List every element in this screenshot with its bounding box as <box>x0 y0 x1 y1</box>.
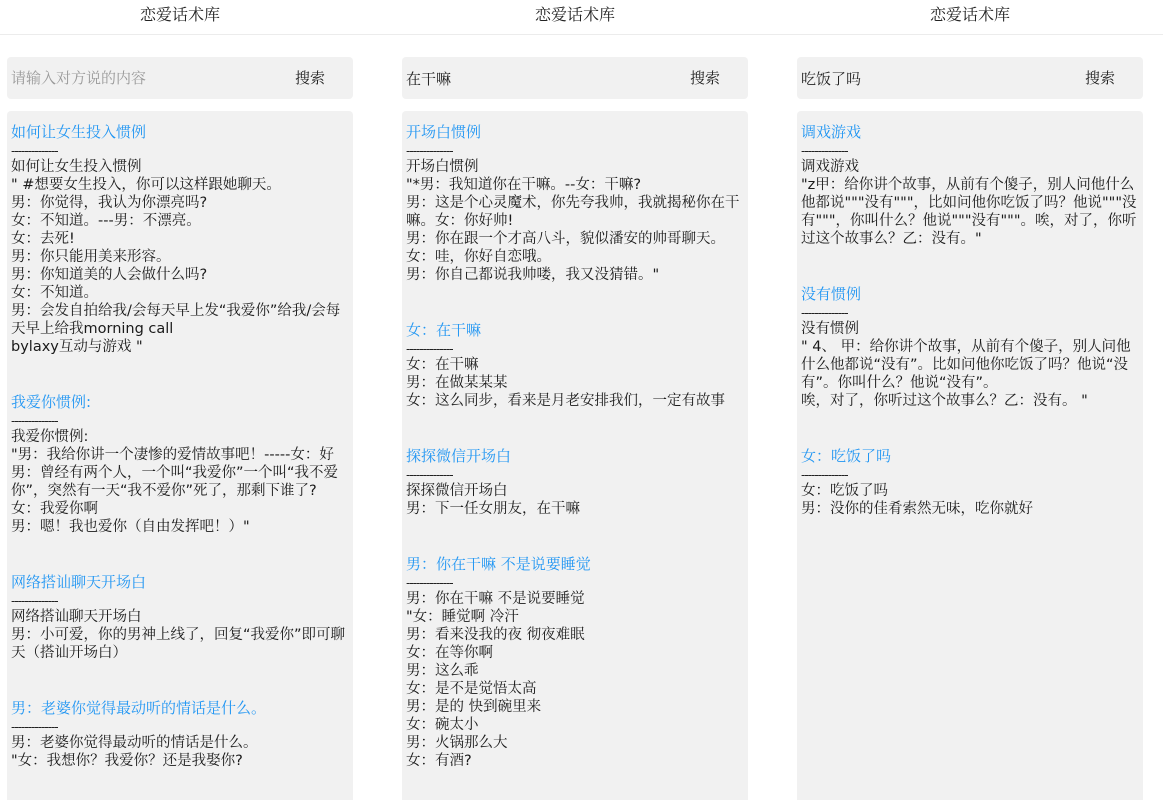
entry-body: 男：老婆你觉得最动听的情话是什么。 "女：我想你？我爱你？还是我娶你? <box>11 735 258 769</box>
entry-title[interactable]: 男：你在干嘛 不是说要睡觉 <box>406 555 591 573</box>
entry-title[interactable]: 男：老婆你觉得最动听的情话是什么。 <box>11 699 267 717</box>
search-bar <box>402 57 748 99</box>
phone-panel-1 <box>0 0 360 800</box>
entry-divider: -------------- <box>406 468 453 482</box>
entry-divider: -------------- <box>11 144 58 158</box>
entry-divider: -------------- <box>11 594 58 608</box>
search-input[interactable] <box>406 67 676 89</box>
results-list[interactable] <box>402 111 748 800</box>
entry-title[interactable]: 女：吃饭了吗 <box>801 447 892 465</box>
entry-title[interactable]: 调戏游戏 <box>801 123 862 141</box>
entry-body: 探探微信开场白 男：下一任女朋友，在干嘛 <box>406 483 580 517</box>
list-item[interactable] <box>11 392 349 536</box>
entry-body: 我爱你惯例: "男：我给你讲一个凄惨的爱情故事吧！-----女：好 男：曾经有两个人，一个叫“我爱你”一个叫“我不爱你”，突然有一天“我不爱你”死了，那剩下谁了? 女：我爱你啊 男：嗯！我也爱你（自由发挥吧！）" <box>11 429 339 535</box>
search-button[interactable]: 搜索 <box>1084 69 1115 87</box>
entry-divider: -------------- <box>406 576 453 590</box>
list-item[interactable] <box>406 554 744 770</box>
entry-title[interactable]: 如何让女生投入惯例 <box>11 123 147 141</box>
entry-title[interactable]: 开场白惯例 <box>406 123 482 141</box>
list-item[interactable] <box>11 698 349 770</box>
entry-divider: -------------- <box>406 342 453 356</box>
entry-body: 女：在干嘛 男：在做某某某 女：这么同步，看来是月老安排我们，一定有故事 <box>406 357 725 409</box>
results-list[interactable] <box>797 111 1143 800</box>
entry-divider: -------------- <box>11 414 58 428</box>
page-title: 恋爱话术库 <box>139 5 220 24</box>
page-title: 恋爱话术库 <box>534 5 615 24</box>
entry-body: 女：吃饭了吗 男：没你的佳肴索然无味，吃你就好 <box>801 483 1033 517</box>
entry-body: 网络搭讪聊天开场白 男：小可爱，你的男神上线了，回复“我爱你”即可聊天（搭讪开场白） <box>11 609 346 661</box>
phone-panel-3 <box>790 0 1150 800</box>
list-item[interactable] <box>801 284 1139 410</box>
entry-title[interactable]: 女：在干嘛 <box>406 321 482 339</box>
results-list[interactable] <box>7 111 353 800</box>
entry-divider: -------------- <box>801 144 848 158</box>
entry-divider: -------------- <box>801 306 848 320</box>
page-title: 恋爱话术库 <box>929 5 1010 24</box>
search-input[interactable] <box>801 67 1071 89</box>
list-item[interactable] <box>11 572 349 662</box>
search-bar <box>7 57 353 99</box>
list-item[interactable] <box>11 122 349 356</box>
list-item[interactable] <box>801 122 1139 248</box>
entry-divider: -------------- <box>11 720 58 734</box>
entry-body: 没有惯例 " 4、 甲：给你讲个故事，从前有个傻子，别人问他什么他都说“没有”。比如问他你吃饭了吗？他说“没有”。你叫什么？他说“没有”。 唉，对了，你听过这个故事么？乙：没有。 " <box>801 321 1131 409</box>
search-input[interactable] <box>11 67 281 89</box>
list-item[interactable] <box>406 446 744 518</box>
list-item[interactable] <box>801 446 1139 518</box>
entry-body: 调戏游戏 "z甲：给你讲个故事，从前有个傻子，别人问他什么他都说"""没有"""，比如问他你吃饭了吗？他说"""没有"""，你叫什么？他说"""没有"""。唉，对了，你听过这个故事么？乙：没有。" <box>801 159 1137 247</box>
search-bar <box>797 57 1143 99</box>
entry-divider: -------------- <box>801 468 848 482</box>
entry-title[interactable]: 网络搭讪聊天开场白 <box>11 573 147 591</box>
entry-title[interactable]: 我爱你惯例: <box>11 393 92 411</box>
search-button[interactable]: 搜索 <box>689 69 720 87</box>
search-button[interactable]: 搜索 <box>294 69 325 87</box>
phone-panel-2 <box>395 0 755 800</box>
list-item[interactable] <box>406 122 744 284</box>
entry-title[interactable]: 探探微信开场白 <box>406 447 512 465</box>
entry-divider: -------------- <box>406 144 453 158</box>
entry-body: 男：你在干嘛 不是说要睡觉 "女：睡觉啊 冷汗 男：看来没我的夜 彻夜难眠 女：在等你啊 男：这么乖 女：是不是觉悟太高 男：是的 快到碗里来 女：碗太小 男：火锅那么大 女：有酒? <box>406 591 585 769</box>
list-item[interactable] <box>406 320 744 410</box>
entry-body: 如何让女生投入惯例 " #想要女生投入，你可以这样跟她聊天。 男：你觉得，我认为你漂亮吗? 女：不知道。---男：不漂亮。 女：去死! 男：你只能用美来形容。 男：你知道美的人会做什么吗? 女：不知道。 男：会发自拍给我/会每天早上发“我爱你”给我/会每天早上给我morning call bylaxy互动与游戏 " <box>11 159 341 355</box>
entry-title[interactable]: 没有惯例 <box>801 285 862 303</box>
entry-body: 开场白惯例 "*男：我知道你在干嘛。--女：干嘛? 男：这是个心灵魔术，你先夸我帅，我就揭秘你在干嘛。女：你好帅! 男：你在跟一个才高八斗，貌似潘安的帅哥聊天。 女：哇，你好自恋哦。 男：你自己都说我帅喽，我又没猜错。" <box>406 159 740 283</box>
